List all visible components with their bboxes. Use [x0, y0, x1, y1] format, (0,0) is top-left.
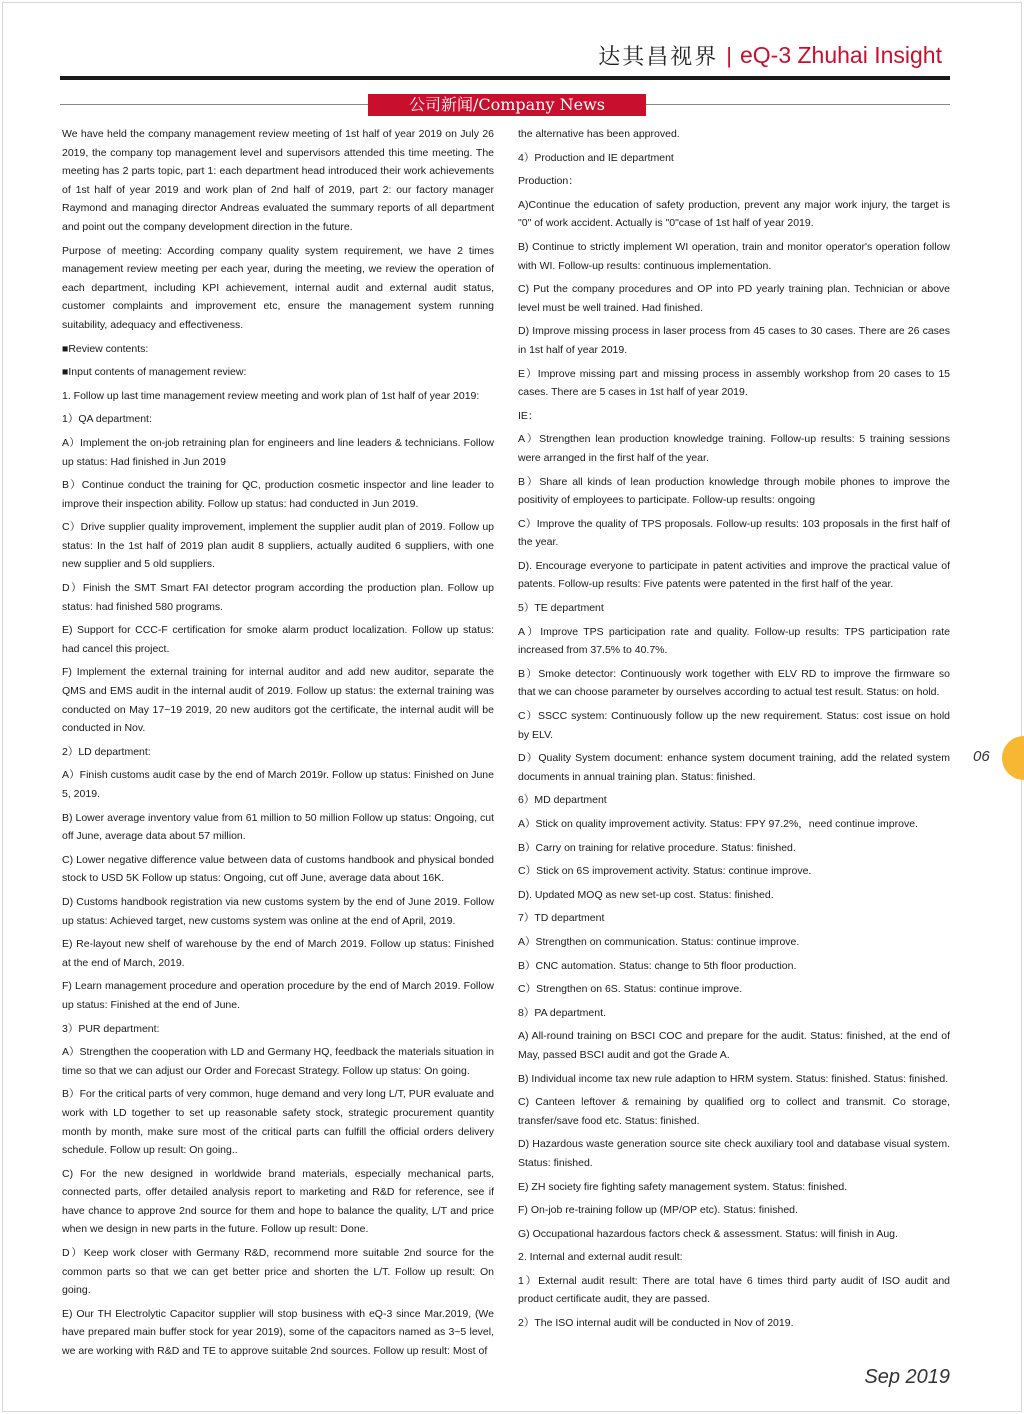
- paragraph: A）Stick on quality improvement activity. Status: FPY 97.2%，need continue improve.: [518, 818, 918, 830]
- paragraph: A）Finish customs audit case by the end of March 2019r. Follow up status: Finished on June 5, 2019.: [62, 769, 494, 800]
- paragraph: D）Keep work closer with Germany R&D, recommend more suitable 2nd source for the common parts so that we can get better price and shorten the L/T. Follow up result: On going.: [62, 1247, 494, 1297]
- paragraph: B) Individual income tax new rule adaption to HRM system. Status: finished. Status: finished.: [518, 1072, 949, 1085]
- paragraph: 4）Production and IE department: [518, 151, 674, 164]
- paragraph: 8）PA department.: [518, 1006, 606, 1019]
- paragraph: D) Customs handbook registration via new customs system by the end of June 2019. Follow up status: Achieved target, new customs system was online at the end of April, 2019.: [62, 895, 494, 927]
- paragraph: B）Smoke detector: Continuously work together with ELV RD to improve the firmware so that we can choose parameter by ourselves according to actual test result. Status: on hold.: [518, 667, 950, 699]
- paragraph: E) Support for CCC-F certification for smoke alarm product localization. Follow up status: had cancel this project.: [62, 624, 494, 655]
- paragraph: A）Improve TPS participation rate and quality. Follow-up results: TPS participation rate increased from 37.5% to 40.7%.: [518, 625, 950, 657]
- paragraph: C）SSCC system: Continuously follow up the new requirement. Status: cost issue on hold by ELV.: [518, 710, 950, 741]
- paragraph: 1）External audit result: There are total have 6 times third party audit of ISO audit and product certificate audit, they are passed.: [518, 1274, 950, 1306]
- paragraph: We have held the company management review meeting of 1st half of year 2019 on July 26 2019, the company top management level and supervisors attended this time meeting. The meeting has 2 parts topic, part 1: each department head introduced their work achievements of 1st half of year 2019 and work plan of 2nd half of 2019, part 2: our factory manager Raymond and managing director Andreas evaluated the summary reports of all department and point out the company development direction in the future.: [62, 128, 494, 233]
- paragraph: the alternative has been approved.: [518, 128, 680, 140]
- paragraph: F) On-job re-training follow up (MP/OP etc). Status: finished.: [518, 1204, 798, 1217]
- paragraph: C）Improve the quality of TPS proposals. Follow-up results: 103 proposals in the first half of the year.: [518, 517, 950, 549]
- paragraph: 1. Follow up last time management review meeting and work plan of 1st half of year 2019:: [62, 389, 480, 402]
- paragraph: A）Strengthen the cooperation with LD and Germany HQ, feedback the materials situation in time so that we can adjust our Order and Forecast Strategy. Follow up status: On going.: [62, 1046, 494, 1077]
- paragraph: E）Improve missing part and missing process in assembly workshop from 20 cases to 15 cases. There are 5 cases in 1st half of year 2019.: [518, 367, 950, 399]
- paragraph: D). Encourage everyone to participate in patent activities and improve the practical value of patents. Follow-up results: Five patents were patented in the first half of the year.: [518, 559, 950, 591]
- left-column: [62, 125, 494, 1366]
- paragraph: 2）The ISO internal audit will be conducted in Nov of 2019.: [518, 1317, 794, 1330]
- masthead-chinese-title: 达其昌视界: [598, 45, 719, 70]
- masthead-english-title: eQ-3 Zhuhai Insight: [739, 42, 942, 68]
- paragraph: 1）QA department:: [62, 413, 152, 426]
- issue-date: Sep 2019: [864, 1366, 950, 1388]
- paragraph: 7）TD department: [518, 912, 605, 925]
- paragraph: F) Implement the external training for internal auditor and add new auditor, separate the QMS and EMS audit in the internal audit of 2019. Follow up status: the external training was conducted on May 17~19 2019, 20 new auditors got the certificate, the internal audit will be conducted in Nov.: [62, 666, 494, 735]
- paragraph: C) Put the company procedures and OP into PD yearly training plan. Technician or above level must be well trained. Had finished.: [518, 283, 950, 314]
- paragraph: C）Drive supplier quality improvement, implement the supplier audit plan of 2019. Follow up status: In the 1st half of 2019 plan audit 8 suppliers, actually audited 6 suppliers, with one new supplier and 5 old suppliers.: [62, 521, 494, 571]
- paragraph: E) Our TH Electrolytic Capacitor supplier will stop business with eQ-3 since Mar.2019, (We have prepared main buffer stock for year 2019), some of the capacitors named as 3~5 level, we are working with R&D and TE to approve suitable 2nd sources. Follow up result: Most of: [62, 1307, 494, 1358]
- page-number: 06: [973, 748, 990, 765]
- paragraph: F) Learn management procedure and operation procedure by the end of March 2019. Follow up status: Finished at the end of June.: [62, 980, 494, 1011]
- paragraph: 6）MD department: [518, 794, 607, 807]
- paragraph: A）Implement the on-job retraining plan for engineers and line leaders & technicians. Follow up status: Had finished in Jun 2019: [62, 436, 494, 468]
- paragraph: B）Carry on training for relative procedure. Status: finished.: [518, 841, 796, 854]
- paragraph: D) Hazardous waste generation source site check auxiliary tool and database visual system. Status: finished.: [518, 1138, 950, 1169]
- paragraph: Production：: [518, 175, 579, 188]
- paragraph: 2. Internal and external audit result:: [518, 1251, 683, 1264]
- paragraph: A)Continue the education of safety production, prevent any major work injury, the target is "0" of work accident. Actually is "0"case of 1st half of year 2019.: [518, 198, 950, 230]
- paragraph: IE：: [518, 409, 539, 422]
- paragraph: A）Strengthen on communication. Status: continue improve.: [518, 935, 800, 948]
- right-column: [518, 125, 950, 1338]
- paragraph: A）Strengthen lean production knowledge training. Follow-up results: 5 training sessions were arranged in the first half of the year.: [518, 433, 950, 464]
- paragraph: B）CNC automation. Status: change to 5th floor production.: [518, 959, 797, 972]
- paragraph: B）For the critical parts of very common, huge demand and very long L/T, PUR evaluate and work with LD together to set up reasonable safety stock, strategic procurement quantity month by month, make sure most of the critical parts can fulfill the official orders delivery schedule. Follow up result: On going..: [62, 1088, 494, 1157]
- paragraph: 5）TE department: [518, 602, 604, 615]
- paragraph: ■Review contents:: [62, 342, 149, 355]
- paragraph: E) ZH society fire fighting safety management system. Status: finished.: [518, 1180, 848, 1193]
- paragraph: G) Occupational hazardous factors check & assessment. Status: will finish in Aug.: [518, 1227, 898, 1240]
- paragraph: C) Canteen leftover & remaining by qualified org to collect and transmit. Co storage, transfer/save food etc. Status: finished.: [518, 1096, 950, 1127]
- masthead-separator: |: [726, 42, 732, 68]
- masthead: [598, 40, 942, 71]
- paragraph: E) Re-layout new shelf of warehouse by the end of March 2019. Follow up status: Finished at the end of March, 2019.: [62, 938, 494, 969]
- paragraph: 3）PUR department:: [62, 1022, 160, 1035]
- paragraph: Purpose of meeting: According company quality system requirement, we have 2 times management review meeting per each year, during the meeting, we review the operation of each department, including KPI achievement, internal audit and external audit status, customer complaints and improvement etc, ensure the management system running suitability, adequacy and effectiveness.: [62, 244, 494, 331]
- paragraph: B) Lower average inventory value from 61 million to 50 million Follow up status: Ongoing, cut off June, average data about 57 million.: [62, 811, 494, 843]
- paragraph: C) For the new designed in worldwide brand materials, especially mechanical parts, connected parts, offer detailed analysis report to marketing and R&D for reference, see if have chance to approve 2nd source for them and hope to balance the quality, L/T and price when we design in new parts in the future. Follow up result: Done.: [62, 1167, 494, 1236]
- paragraph: D) Improve missing process in laser process from 45 cases to 30 cases. There are 26 cases in 1st half of year 2019.: [518, 325, 950, 356]
- paragraph: D). Updated MOQ as new set-up cost. Status: finished.: [518, 888, 774, 901]
- paragraph: B) Continue to strictly implement WI operation, train and monitor operator's operation follow with WI. Follow-up results: continuous implementation.: [518, 240, 950, 272]
- paragraph: D）Finish the SMT Smart FAI detector program according the production plan. Follow up status: had finished 580 programs.: [62, 582, 494, 613]
- paragraph: 2）LD department:: [62, 745, 151, 758]
- paragraph: B）Share all kinds of lean production knowledge through mobile phones to improve the positivity of employees to participate. Follow-up results: ongoing: [518, 475, 950, 507]
- section-title-badge: 公司新闻/Company News: [368, 94, 646, 116]
- paragraph: B）Continue conduct the training for QC, production cosmetic inspector and line leader to improve their inspection ability. Follow up status: had conducted in Jun 2019.: [62, 479, 494, 510]
- header-rule: [60, 76, 950, 80]
- paragraph: C) Lower negative difference value between data of customs handbook and physical bonded stock to USD 5K Follow up status: Ongoing, cut off June, average data about 16K.: [62, 853, 494, 885]
- paragraph: A) All-round training on BSCI COC and prepare for the audit. Status: finished, at the end of May, passed BSCI audit and got the Grade A.: [518, 1030, 950, 1061]
- paragraph: ■Input contents of management review:: [62, 366, 247, 379]
- paragraph: D）Quality System document: enhance system document training, add the related system documents in annual training plan. Status: finished.: [518, 752, 950, 783]
- paragraph: C）Strengthen on 6S. Status: continue improve.: [518, 983, 743, 996]
- paragraph: C）Stick on 6S improvement activity. Status: continue improve.: [518, 865, 812, 878]
